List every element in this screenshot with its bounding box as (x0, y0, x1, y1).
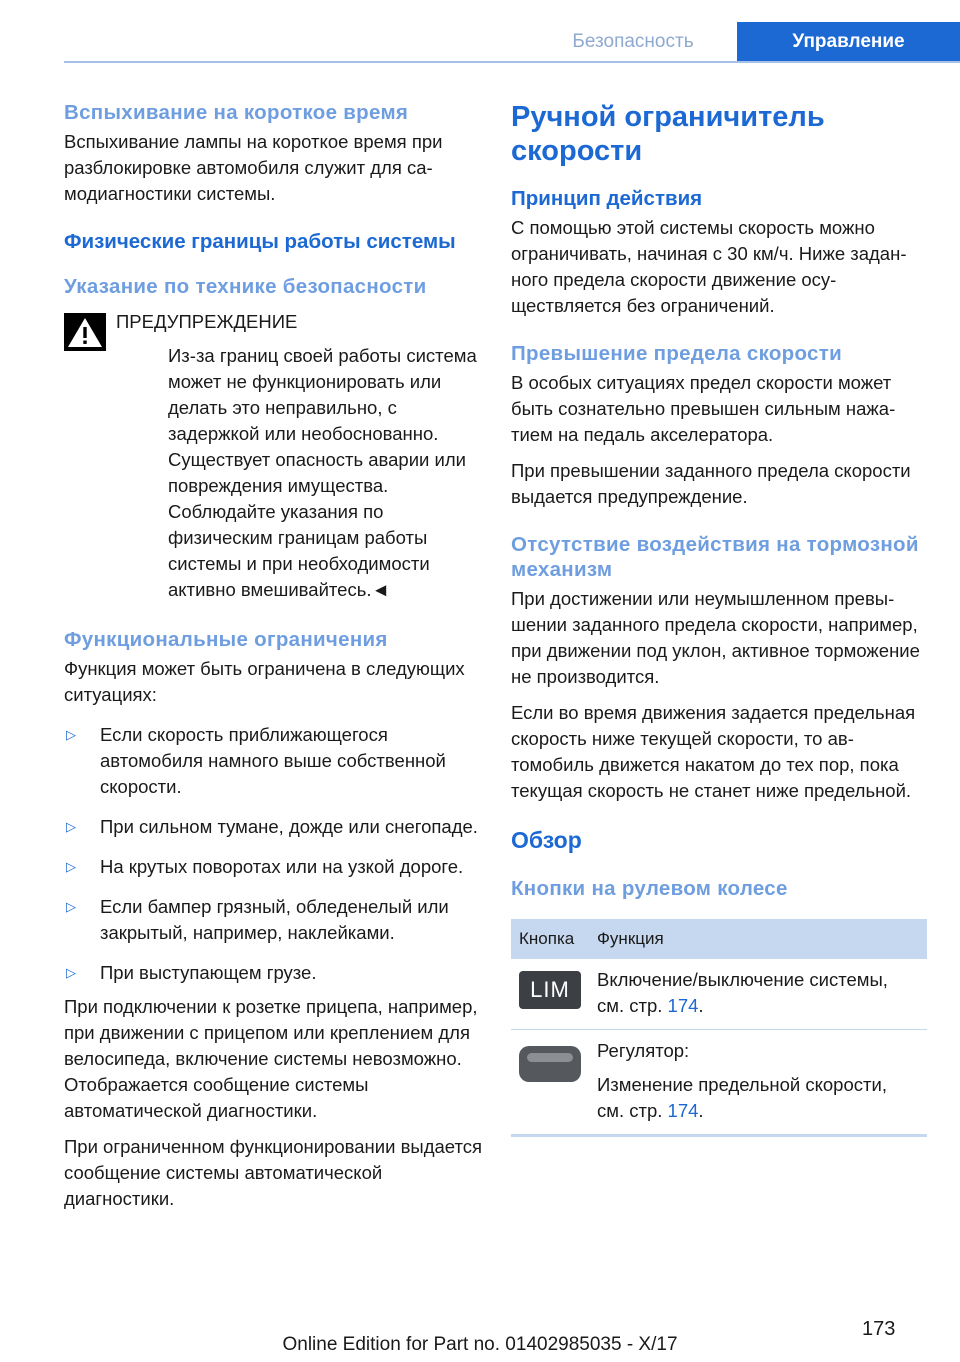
heading-physical-limits: Физические границы работы системы (64, 230, 456, 253)
table-row (511, 959, 927, 1030)
heading-short-flash: Вспыхивание на короткое время (64, 101, 409, 124)
warning-block (64, 309, 482, 603)
page-link[interactable]: 174 (667, 1100, 699, 1121)
footer-edition: Online Edition for Part no. 01402985035 - X/17 (282, 1334, 678, 1355)
page-number: 173 (862, 1318, 896, 1340)
paragraph-functional-limits: Функция может быть ограничена в следующих ситуациях: (64, 658, 465, 705)
heading-exceeding-limit: Превышение предела скорости (511, 342, 843, 365)
paragraph-short-flash: Вспыхивание лампы на короткое время при разблокировке автомобиля служит для самодиагностики системы. (64, 131, 443, 204)
tab-controls[interactable]: Управление (737, 22, 960, 62)
paragraph-limited-function: При ограниченном функционировании выдается сообщение системы автоматической диагностики. (64, 1136, 483, 1209)
tab-safety[interactable]: Безопасность (572, 31, 694, 52)
bullet-arrow-icon: ▷ (66, 899, 76, 914)
heading-no-braking: Отсутствие воздействия на тормозной механизм (511, 533, 919, 581)
function-cell: Включение/выключение системы, см. стр. 174. (589, 959, 927, 1030)
list-item: ▷ На крутых поворотах или на узкой дороге. (64, 854, 482, 880)
table-row (511, 1030, 927, 1136)
right-column (511, 100, 929, 1137)
warning-body (116, 343, 482, 603)
page-link[interactable]: 174 (667, 995, 699, 1016)
paragraph-exceeding-2: При превышении заданного предела скорости выдается предупреждение. (511, 460, 911, 507)
function-cell: Регулятор: Изменение предельной скорости, см. стр. 174. (589, 1030, 927, 1136)
buttons-table (511, 919, 927, 1137)
column-header-button: Кнопка (511, 919, 589, 959)
button-cell (511, 1030, 589, 1136)
button-cell (511, 959, 589, 1030)
heading-functional-limits: Функциональные ограничения (64, 628, 388, 651)
heading-steering-buttons: Кнопки на рулевом колесе (511, 877, 788, 900)
bullet-arrow-icon: ▷ (66, 965, 76, 980)
bullet-arrow-icon: ▷ (66, 727, 76, 742)
bullet-arrow-icon: ▷ (66, 819, 76, 834)
heading-safety-note: Указание по технике безопасности (64, 275, 427, 298)
list-item: ▷ При сильном тумане, дожде или снегопаде. (64, 814, 482, 840)
left-column (64, 100, 482, 1234)
header-rule (64, 61, 960, 63)
lim-button-icon: LIM (519, 971, 581, 1009)
column-header-function: Функция (589, 919, 927, 959)
paragraph-principle: С помощью этой системы скорость можно ограничивать, начиная с 30 км/ч. Ниже заданного предела скорости движение осуществляется без ограничений. (511, 217, 907, 316)
paragraph-exceeding-1: В особых ситуациях предел скорости может быть сознательно превышен сильным нажатием на педаль акселератора. (511, 372, 896, 445)
list-item: ▷ Если бампер грязный, обледенелый или закрытый, например, наклейками. (66, 896, 449, 943)
warning-title: ПРЕДУПРЕЖДЕНИЕ (116, 311, 298, 332)
bullet-arrow-icon: ▷ (66, 859, 76, 874)
limits-list (64, 722, 482, 986)
table-header-row (511, 919, 927, 959)
heading-principle: Принцип действия (511, 187, 703, 210)
section-title-speed-limiter: Ручной ограничитель скорости (511, 101, 825, 167)
warning-triangle-icon (64, 313, 106, 351)
paragraph-trailer-socket: При подключении к розетке прицепа, например, при движении с прицепом или креплением для велосипеда, включение системы невозможно. Отображается сообщение системы автоматической диагностики. (64, 996, 478, 1121)
rocker-switch-icon (519, 1046, 581, 1082)
heading-overview: Обзор (511, 827, 582, 853)
paragraph-no-braking-2: Если во время движения задается предельная скорость ниже текущей скорости, то автомобиль движется накатом до тех пор, пока текущая скорость не станет ниже предельной. (511, 702, 916, 801)
list-item: ▷ Если скорость приближающегося автомобиля намного выше собственной скорости. (66, 724, 446, 797)
list-item: ▷ При выступающем грузе. (64, 960, 482, 986)
paragraph-no-braking-1: При достижении или неумышленном превышении заданного предела скорости, например, при движении под уклон, активное торможение не производится. (511, 588, 920, 687)
warning-body-text: Из-за границ своей работы система может не функционировать или делать это неправильно, с задержкой или необоснованно. Существует опасность аварии или повреждения имущества. Соблюдайте указания по физическим границам работы системы и при необходимости активно вмешивайтесь.◄ (168, 345, 477, 600)
